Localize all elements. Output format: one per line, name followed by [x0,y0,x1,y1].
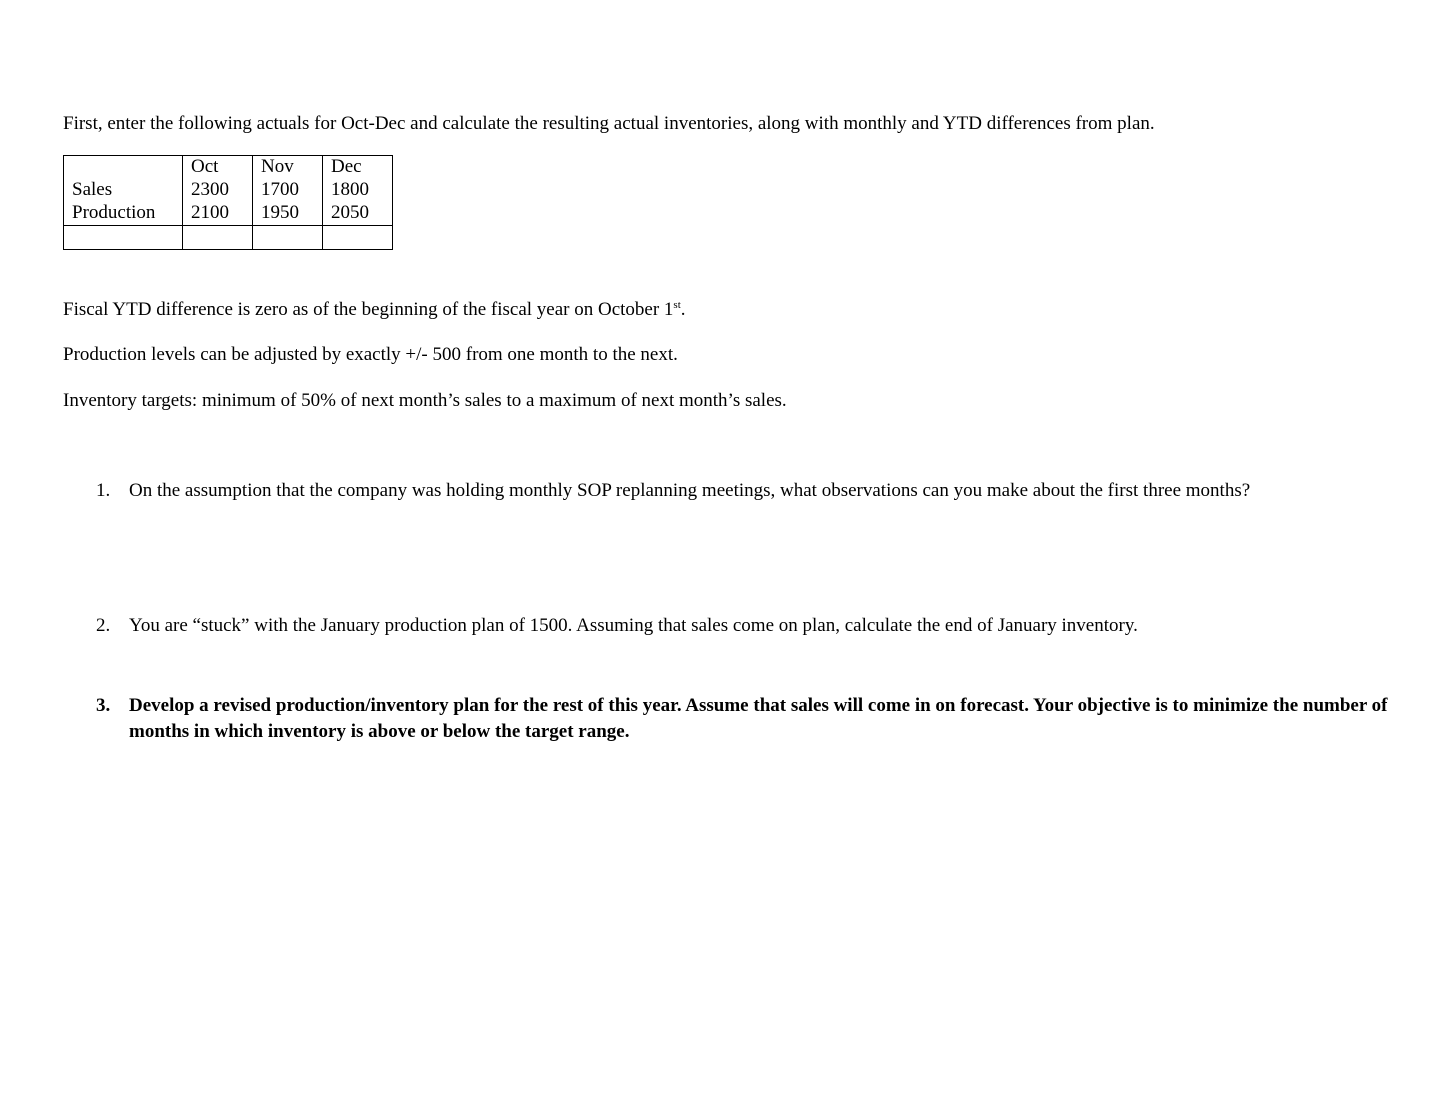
table-cell: 2300 [183,179,253,202]
fiscal-ytd-period: . [680,299,686,320]
table-cell: 1700 [253,179,323,202]
table-row-production [64,202,393,226]
table-header-row [64,156,393,180]
ordinal-suffix: st [673,299,681,311]
table-row-blank [64,226,393,250]
table-cell: 1950 [253,202,323,226]
table-cell-label: Production [64,202,183,226]
question-text: You are “stuck” with the January production plan of 1500. Assuming that sales come on plan, calculate the end of January inventory. [129,615,1138,636]
question-text: On the assumption that the company was holding monthly SOP replanning meetings, what observations can you make about the first three months? [129,480,1251,501]
table-cell-empty [253,226,323,250]
table-cell: 2100 [183,202,253,226]
question-number: 2. [96,615,111,636]
table-cell-label: Sales [64,179,183,202]
question-item-3 [96,693,1396,745]
table-header-cell-oct: Oct [183,156,253,180]
question-item-1 [96,478,1396,504]
table-cell: 1800 [323,179,393,202]
table-header-cell [64,156,183,180]
fiscal-ytd-text: Fiscal YTD difference is zero as of the beginning of the fiscal year on October 1 [63,299,674,320]
question-number: 1. [96,480,111,501]
table-cell: 2050 [323,202,393,226]
table-cell-empty [323,226,393,250]
table-cell-empty [183,226,253,250]
intro-paragraph: First, enter the following actuals for Oct-Dec and calculate the resulting actual inventories, along with monthly and YTD differences from plan. [63,113,1155,134]
question-item-2 [96,613,1396,639]
inventory-targets-note: Inventory targets: minimum of 50% of next month’s sales to a maximum of next month’s sales. [63,390,787,411]
question-number: 3. [96,695,111,716]
actuals-table [63,155,393,250]
table-row-sales [64,179,393,202]
fiscal-ytd-note [63,298,686,322]
table-cell-empty [64,226,183,250]
table-header-cell-nov: Nov [253,156,323,180]
table-header-cell-dec: Dec [323,156,393,180]
production-levels-note: Production levels can be adjusted by exactly +/- 500 from one month to the next. [63,344,678,365]
question-text: Develop a revised production/inventory plan for the rest of this year. Assume that sales will come in on forecast. Your objective is to minimize the number of months in which inventory is above or below the target range. [129,695,1388,742]
